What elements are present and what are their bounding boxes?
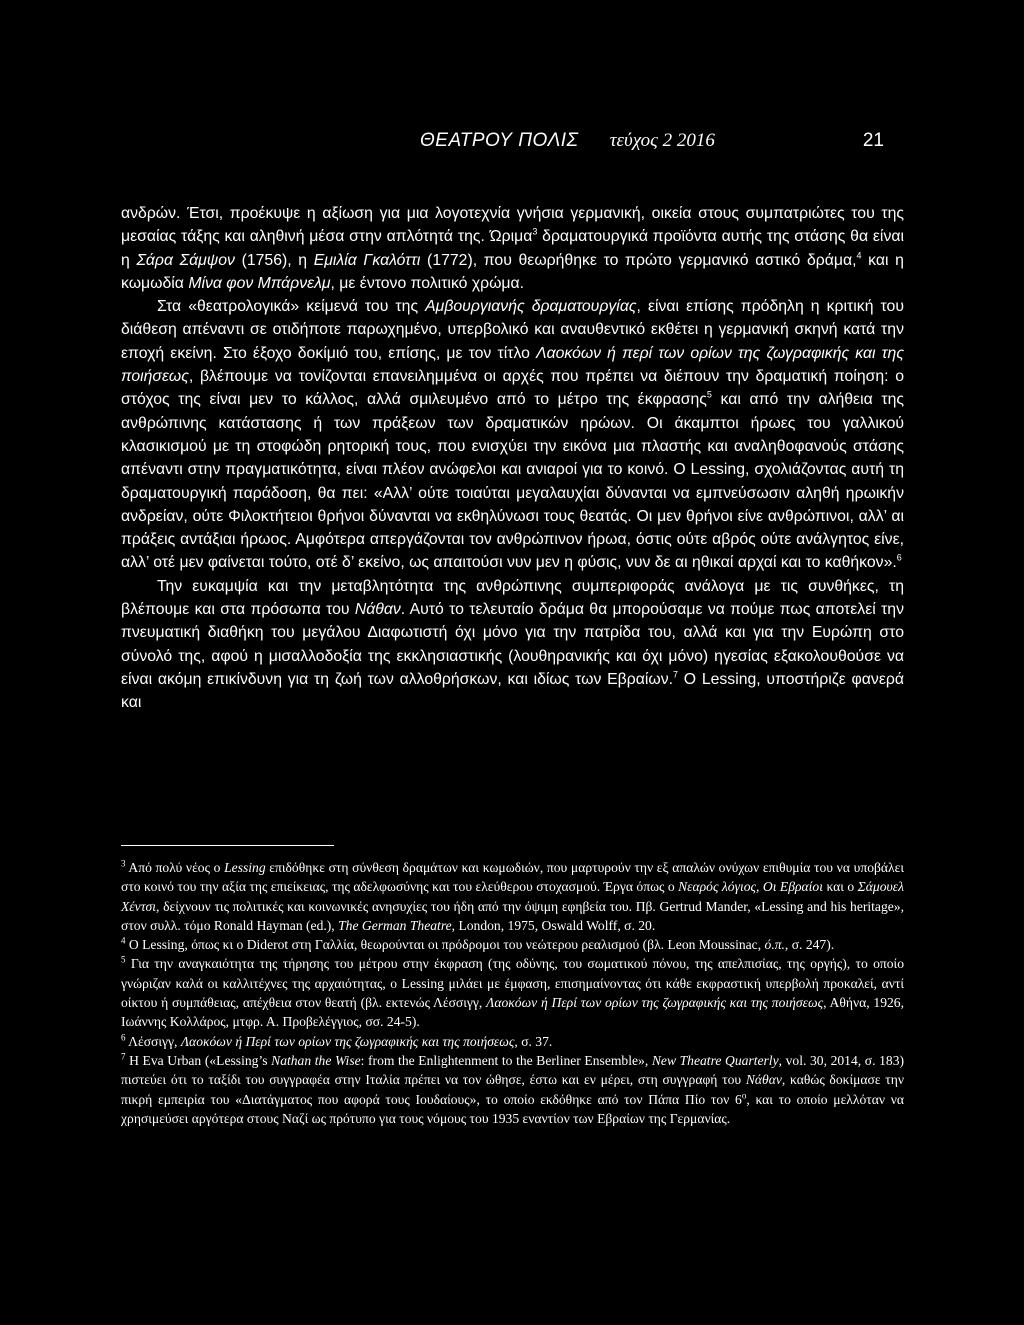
superscript: ο (741, 1090, 747, 1101)
text-run: Από πολύ νέος ο (125, 860, 225, 875)
work-title: Αμβουργιανής δραματουργίας (425, 298, 637, 316)
footnote-6 (121, 1032, 904, 1051)
work-title: Νάθαν (745, 1072, 782, 1088)
work-title: Nathan the Wise (271, 1052, 361, 1068)
text-run: Για την αναγκαιότητα της τήρησης του μέτρου στην έκφραση (της οδύνης, του σωματικού πόνου, της απελπισίας, της οργής), το οποίο γνώριζαν καλά οι καλλιτέχνες της αρχαιότητας, ο Lessing μιλάει με έμφαση, επισημαίνοντας ότι κάθε εκφραστική υπερβολή προκαλεί, αντί οίκτου ή συμπάθειας, απέχθεια στον θεατή (βλ. εκτενώς Λέσσιγγ, (121, 956, 904, 1011)
work-title: Νάθαν (354, 601, 401, 619)
text-run: , καθώς δοκίμασε την πικρή εμπειρία του «Διατάγματος που αφορά τους Ιουδαίους», το οποίο εκδόθηκε από τον Πάπα Πίο τον 6 (121, 1072, 904, 1107)
text-run: , σ. 37. (514, 1033, 553, 1049)
text-run: δραματουργικά προϊόντα αυτής της στάσης θα είναι η (121, 228, 904, 269)
work-title: Εμιλία Γκαλόττι (313, 251, 421, 269)
footnote-ref: 6 (896, 553, 902, 564)
work-title: Σάμουελ Χέντσι (121, 879, 904, 914)
text-run: Την ευκαμψία και την μεταβλητότητα της ανθρώπινης συμπεριφοράς ανάλογα με τις συνθήκες, τη βλέπουμε και στα πρόσωπα του (121, 577, 904, 619)
paragraph-3 (121, 575, 904, 715)
text-run: Η Eva Urban («Lessing’s (125, 1052, 272, 1068)
footnotes (121, 858, 904, 1128)
paragraph-1 (121, 202, 904, 295)
work-title: Λαοκόων ή Περί των ορίων της ζωγραφικής και της ποιήσεως (486, 995, 824, 1011)
work-title: Μίνα φον Μπάρνελμ (188, 274, 331, 292)
text-run: , βλέπουμε να τονίζονται επανειλημμένα οι αρχές που πρέπει να διέπουν την δραματική ποίηση: ο στόχος της είναι μεν το κάλλος, αλλά σμιλευμένο από το μέτρο της έκφρασης (121, 368, 904, 409)
page-number: 21 (862, 130, 884, 151)
text-run: Ο Lessing, όπως κι ο Diderot στη Γαλλία, θεωρούνται οι πρόδρομοι του νεώτερου ρεαλισμού (βλ. Leon Moussinac, (125, 937, 765, 953)
work-title: The German Theatre (338, 917, 452, 933)
paragraph-2 (121, 295, 904, 575)
text-run: Ο Lessing, υποστήριζε φανερά και (121, 670, 904, 712)
footnote-3 (121, 858, 904, 935)
work-title: Σάρα Σάμψον (136, 251, 235, 269)
footnote-ref: 3 (532, 227, 538, 238)
work-title: Λαοκόων ή περί των ορίων της ζωγραφικής και της ποιήσεως (121, 344, 904, 386)
text-run: ανδρών. Έτσι, προέκυψε η αξίωση για μια λογοτεχνία γνήσια γερμανική, οικεία στους συμπατριώτες του της μεσαίας τάξης και αληθινή μέσα στην απλότητά της. Ώριμα (121, 205, 904, 246)
text-run: Στα «θεατρολογικά» κείμενά του της (157, 298, 426, 316)
footnote-5 (121, 954, 904, 1031)
text-run: και από την αλήθεια της ανθρώπινης κατάστασης ή των πράξεων των δραματικών ηρώων. Οι άκαμπτοι ήρωες του γαλλικού κλασικισμού με τη στοφώδη ρητορική τους, που ενισχύει την εικόνα μια πλαστής και αναληθοφανούς στάσης απέναντι στην πραγματικότητα, είναι πλέον ανώφελοι και ανιαροί για το κοινό. Ο Lessing, σχολιάζοντας αυτή τη δραματουργική παράδοση, θα πει: «Αλλ’ ούτε τοιαύται μεγαλαυχίαι δύνανται να εμπνεύσωσιν αληθή ηρωικήν ανδρείαν, ούτε Φιλοκτήτειοι θρήνοι δύνανται να εκθηλύνωσι τους θεατάς. Οι μεν θρήνοι είνε ανθρώπινοι, αλλ’ αι πράξεις αντάξιαι ήρωος. Αμφότερα απεργάζονται τον ανθρώπινον ήρωα, όστις ούτε αβρός ούτε ανάλγητος είνε, αλλ’ οτέ μεν φαίνεται τούτο, οτέ δ’ εκείνο, ως απαιτούσι νυν μεν η φύσις, νυν δε αι ηθικαί αρχαί και το καθήκον». (121, 391, 904, 572)
footnote-ref: 7 (673, 669, 679, 680)
footnote-number: 4 (121, 935, 126, 946)
text-run: Lessing (224, 860, 266, 875)
footnote-ref: 5 (706, 390, 712, 401)
footnote-ref: 4 (856, 250, 862, 261)
text-run: (1756), η (234, 251, 314, 269)
text-run: , Αθήνα, 1926, Ιωάννης Κολλάρος, μτφρ. Α. Προβελέγγιος, σσ. 24-5). (121, 995, 904, 1030)
text-run: επιδόθηκε στη σύνθεση δραμάτων και κωμωδιών, που μαρτυρούν την εξ απαλών ονύχων επιθυμία του να υποβάλει στο κοινό του την αξία της επιείκειας, της αδελφωσύνης και του ελεύθερου στοχασμού. Έργα όπως ο (121, 860, 904, 895)
text-run: ό.π. (764, 937, 785, 953)
journal-title: ΘΕΑΤΡΟΥ ΠΟΛΙΣ (420, 130, 579, 151)
text-run: , και το οποίο μελλόταν να χρησιμεύσει αργότερα στους Ναζί ως πρότυπο για τους νόμους του 1935 εναντίον των Εβραίων της Γερμανίας. (121, 1091, 904, 1126)
footnote-7 (121, 1051, 904, 1128)
running-header (420, 130, 884, 152)
text-run: , με έντονο πολιτικό χρώμα. (330, 274, 525, 292)
footnote-number: 7 (121, 1051, 126, 1062)
footnote-number: 6 (121, 1032, 126, 1043)
footnote-number: 3 (121, 858, 126, 869)
work-title: Λαοκόων ή Περί των ορίων της ζωγραφικής και της ποιήσεως (180, 1033, 515, 1049)
text-run: Λέσσιγγ, (125, 1033, 181, 1049)
text-run: , vol. 30, 2014, σ. 183) πιστεύει ότι το ταξίδι του συγγραφέα στην Ιταλία πρέπει να τον ώθησε, έστω και εν μέρει, στη συγγραφή του (121, 1052, 905, 1088)
text-run: . Αυτό το τελευταίο δράμα θα μπορούσαμε να πούμε πως αποτελεί την πνευματική διαθήκη του μεγάλου Διαφωτιστή όχι μόνο για την πατρίδα του, αλλά και για την Ευρώπη στο σύνολό της, αφού η μισαλλοδοξία της εκκλησιαστικής (λουθηρανικής και όχι μόνο) ηγεσίας εξακολουθούσε να είναι ακόμη επικίνδυνη για τη ζωή των αλλοθρήσκων, και ιδίως των Εβραίων. (121, 601, 904, 688)
text-run: , είναι επίσης πρόδηλη η κριτική του διάθεση απέναντι σε οτιδήποτε παρωχημένο, υπερβολικό και αναυθεντικό εκθέτει η γερμανική σκηνή κατά την εποχή εκείνη. Στο έξοχο δοκίμιό του, επίσης, με τον τίτλο (121, 298, 904, 362)
text-run: , δείχνουν τις πολιτικές και κοινωνικές ανησυχίες του ήδη από την όψιμη εφηβεία του. Πβ. Gertrud Mander, «Lessing and his heritage», στον συλλ. τόμο Ronald Hayman (ed.), (121, 898, 904, 933)
text-run: (1772), που θεωρήθηκε το πρώτο γερμανικό αστικό δράμα, (420, 251, 857, 269)
footnote-4 (121, 935, 904, 954)
main-text (121, 202, 904, 715)
text-run: και η κωμωδία (121, 251, 904, 292)
issue-label: τεύχος 2 2016 (609, 130, 715, 151)
text-run: και ο (823, 879, 858, 895)
work-title: Νεαρός λόγιος, Οι Εβραίοι (678, 879, 824, 895)
text-run: , σ. 247). (784, 937, 835, 953)
work-title: New Theatre Quarterly (651, 1052, 779, 1068)
text-run: : from the Enlightenment to the Berliner Ensemble», (360, 1052, 652, 1068)
footnote-separator (121, 845, 334, 846)
footnote-number: 5 (121, 954, 126, 965)
text-run: , London, 1975, Oswald Wolff, σ. 20. (451, 917, 656, 933)
